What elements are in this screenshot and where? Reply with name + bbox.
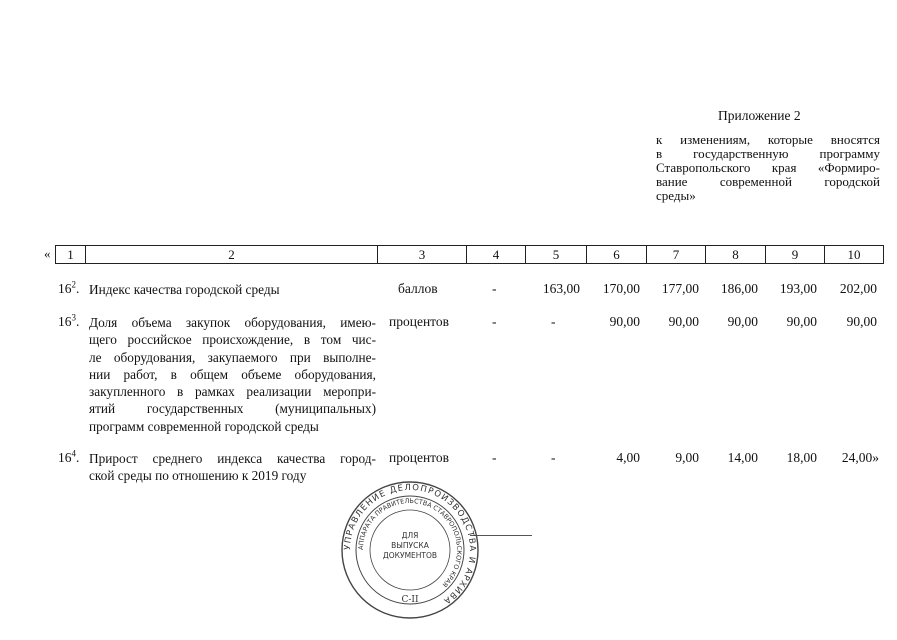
appendix-note	[656, 133, 880, 203]
row-col6: 90,00	[609, 314, 640, 329]
row-col8: 186,00	[720, 281, 758, 296]
stamp-inner-text: АППАРАТА ПРАВИТЕЛЬСТВА СТАВРОПОЛЬСКОГО КРАЯ	[356, 496, 464, 589]
description-line: нии работ, в общем объеме оборудования,	[89, 366, 376, 382]
appendix-note-line: к изменениям, которые вносятся	[656, 132, 880, 147]
row-col4: -	[492, 314, 497, 329]
row-unit: баллов	[398, 281, 438, 296]
row-col9: 18,00	[786, 450, 817, 465]
row-col8: 90,00	[727, 314, 758, 329]
header-cell: 6	[587, 246, 647, 264]
row-col10: 24,00»	[841, 450, 879, 465]
row-unit: процентов	[389, 450, 450, 465]
row-col7: 177,00	[661, 281, 699, 296]
description-line: Индекс качества городской среды	[89, 282, 280, 297]
appendix-note-line: вание современной городской	[656, 174, 880, 189]
header-cell: 7	[647, 246, 706, 264]
row-col9: 90,00	[786, 314, 817, 329]
stamp-center-line: ДЛЯ	[401, 531, 419, 540]
row-description	[89, 281, 376, 298]
header-cell: 10	[825, 246, 884, 264]
official-stamp	[340, 480, 480, 620]
header-cell: 9	[766, 246, 825, 264]
header-cell: 4	[467, 246, 526, 264]
row-col10: 202,00	[839, 281, 877, 296]
stamp-outer-text: УПРАВЛЕНИЕ ДЕЛОПРОИЗВОДСТВА И АРХИВА	[342, 482, 478, 607]
row-col5: 163,00	[542, 281, 580, 296]
appendix-note-line: в государственную программу	[656, 146, 880, 161]
row-col7: 90,00	[668, 314, 699, 329]
row-col5: -	[551, 450, 556, 465]
row-col7: 9,00	[675, 450, 699, 465]
description-line: ле оборудования, закупаемого при выполне-	[89, 349, 376, 365]
row-col10: 90,00	[846, 314, 877, 329]
row-col9: 193,00	[779, 281, 817, 296]
appendix-note-line: Ставропольского края «Формиро-	[656, 160, 880, 175]
stamp-center-line: ДОКУМЕНТОВ	[382, 551, 438, 560]
row-unit: процентов	[389, 314, 450, 329]
row-col5: -	[551, 314, 556, 329]
header-cell: 1	[56, 246, 86, 264]
header-cell: 3	[378, 246, 467, 264]
header-cell: 2	[86, 246, 378, 264]
stamp-center-line: ВЫПУСКА	[391, 541, 429, 550]
row-number: $16^3$.	[58, 312, 80, 329]
row-description	[89, 450, 376, 485]
row-col4: -	[492, 450, 497, 465]
table-open-quote: «	[44, 246, 51, 261]
row-number: $16^2$.	[58, 279, 80, 296]
header-cell: 8	[706, 246, 766, 264]
description-line: Доля объема закупок оборудования, имею-	[89, 315, 376, 330]
description-line: Прирост среднего индекса качества город-	[89, 451, 376, 466]
row-description	[89, 314, 376, 435]
stamp-code: С-II	[401, 595, 419, 605]
description-line: закупленного в рамках реализации меропри-	[89, 384, 376, 400]
row-col4: -	[492, 281, 497, 296]
header-cell: 5	[526, 246, 587, 264]
row-number: $16^4$.	[58, 448, 80, 465]
row-col6: 170,00	[602, 281, 640, 296]
description-line: программ современной городской среды	[89, 418, 319, 434]
appendix-note-line: среды»	[656, 188, 696, 203]
row-col6: 4,00	[616, 450, 640, 465]
description-line: ятий государственных (муниципальных)	[89, 401, 376, 417]
description-line: ской среды по отношению к 2019 году	[89, 468, 307, 484]
description-line: щего российское происхождение, в том чис-	[89, 332, 376, 348]
table-header	[55, 245, 884, 264]
row-col8: 14,00	[727, 450, 758, 465]
appendix-title: Приложение 2	[718, 108, 801, 123]
